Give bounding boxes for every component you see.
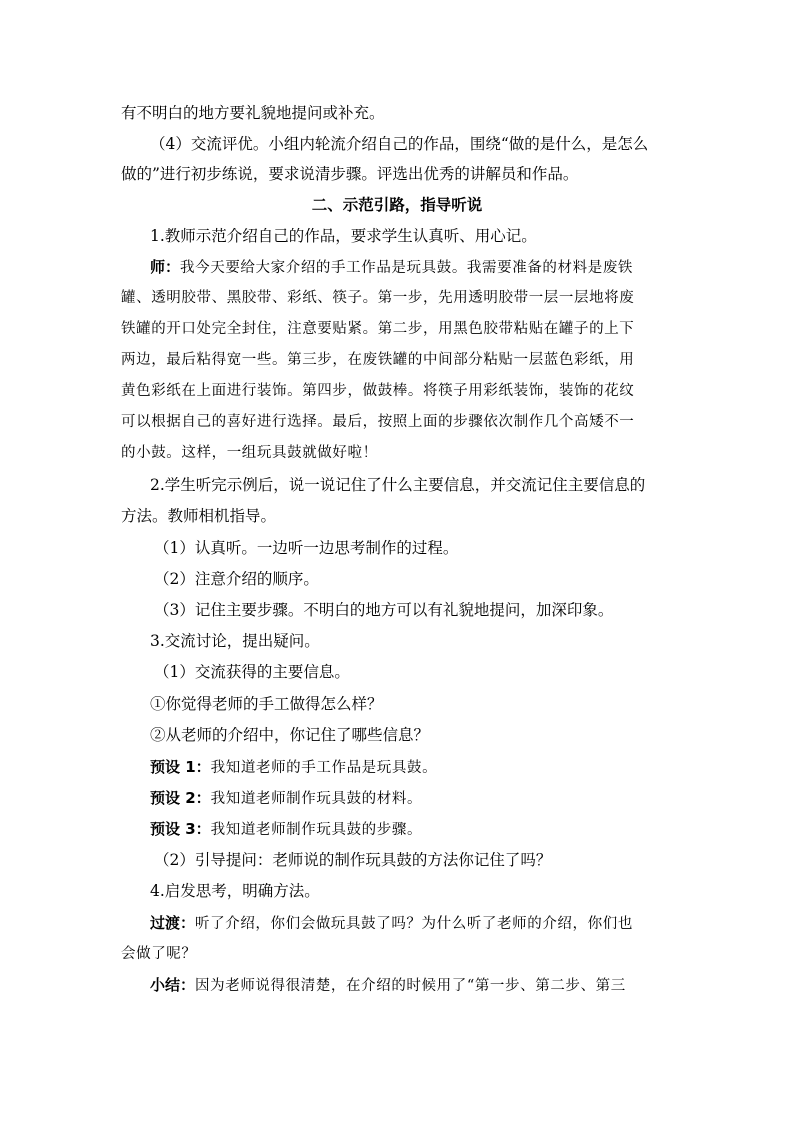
- preset-label: 预设 2：: [150, 789, 211, 807]
- transition-label: 过渡：: [150, 914, 196, 932]
- preset-text: 我知道老师制作玩具鼓的步骤。: [210, 822, 423, 838]
- speech-line: 罐、透明胶带、黑胶带、彩纸、筷子。第一步，先用透明胶带一层一层地将废: [121, 290, 635, 306]
- teacher-speech-line: [150, 257, 633, 278]
- speech-line: 黄色彩纸在上面进行装饰。第四步，做鼓棒。将筷子用彩纸装饰，装饰的花纹: [121, 383, 635, 399]
- preset-text: 我知道老师的手工作品是玩具鼓。: [210, 760, 438, 776]
- speech-line: 会做了呢？: [121, 946, 197, 962]
- paragraph-line: 2.学生听完示例后，说一说记住了什么主要信息，并交流记住主要信息的: [150, 476, 646, 494]
- paragraph-line: 方法。教师相机指导。: [121, 507, 277, 525]
- section-heading: 二、示范引路，指导听说: [311, 195, 483, 214]
- preset-label: 预设 3：: [150, 820, 211, 838]
- question-line: ②从老师的介绍中，你记住了哪些信息？: [150, 726, 430, 744]
- paragraph-line: 4.启发思考，明确方法。: [150, 882, 320, 900]
- preset-answer-line: [150, 788, 422, 809]
- speech-line: 可以根据自己的喜好进行选择。最后，按照上面的步骤依次制作几个高矮不一: [121, 414, 635, 430]
- transition-line: [150, 913, 633, 934]
- list-item: （3）记住主要步骤。不明白的地方可以有礼貌地提问，加深印象。: [154, 601, 614, 619]
- paragraph-line: 做的”进行初步练说，要求说清步骤。评选出优秀的讲解员和作品。: [121, 165, 579, 183]
- list-item: （1）交流获得的主要信息。: [154, 663, 350, 681]
- summary-label: 小结：: [150, 976, 196, 994]
- paragraph-line: 3.交流讨论，提出疑问。: [150, 632, 320, 650]
- preset-answer-line: [150, 757, 437, 778]
- paragraph-line: 1.教师示范介绍自己的作品，要求学生认真听、用心记。: [150, 227, 537, 245]
- speech-line: 铁罐的开口处完全封住，注意要贴紧。第二步，用黑色胶带粘贴在罐子的上下: [121, 321, 635, 337]
- speech-line: 的小鼓。这样，一组玩具鼓就做好啦！: [121, 445, 378, 461]
- speaker-label: 师：: [150, 258, 181, 276]
- speech-line: 两边，最后粘得宽一些。第三步，在废铁罐的中间部分粘贴一层蓝色彩纸，用: [121, 352, 635, 368]
- preset-text: 我知道老师制作玩具鼓的材料。: [210, 791, 423, 807]
- transition-text: 听了介绍，你们会做玩具鼓了吗？为什么听了老师的介绍，你们也: [195, 916, 633, 932]
- preset-answer-line: [150, 819, 422, 840]
- summary-text: 因为老师说得很清楚，在介绍的时候用了“第一步、第二步、第三: [195, 978, 626, 994]
- speech-text: 我今天要给大家介绍的手工作品是玩具鼓。我需要准备的材料是废铁: [180, 260, 634, 276]
- summary-line: [150, 975, 626, 996]
- list-item: （2）注意介绍的顺序。: [154, 570, 319, 588]
- preset-label: 预设 1：: [150, 758, 211, 776]
- list-item: （2）引导提问：老师说的制作玩具鼓的方法你记住了吗？: [154, 851, 552, 869]
- paragraph-line: （4）交流评优。小组内轮流介绍自己的作品，围绕“做的是什么，是怎么: [150, 135, 649, 153]
- question-line: ①你觉得老师的手工做得怎么样？: [150, 695, 383, 713]
- paragraph-line: 有不明白的地方要礼貌地提问或补充。: [121, 104, 385, 122]
- list-item: （1）认真听。一边听一边思考制作的过程。: [154, 539, 459, 557]
